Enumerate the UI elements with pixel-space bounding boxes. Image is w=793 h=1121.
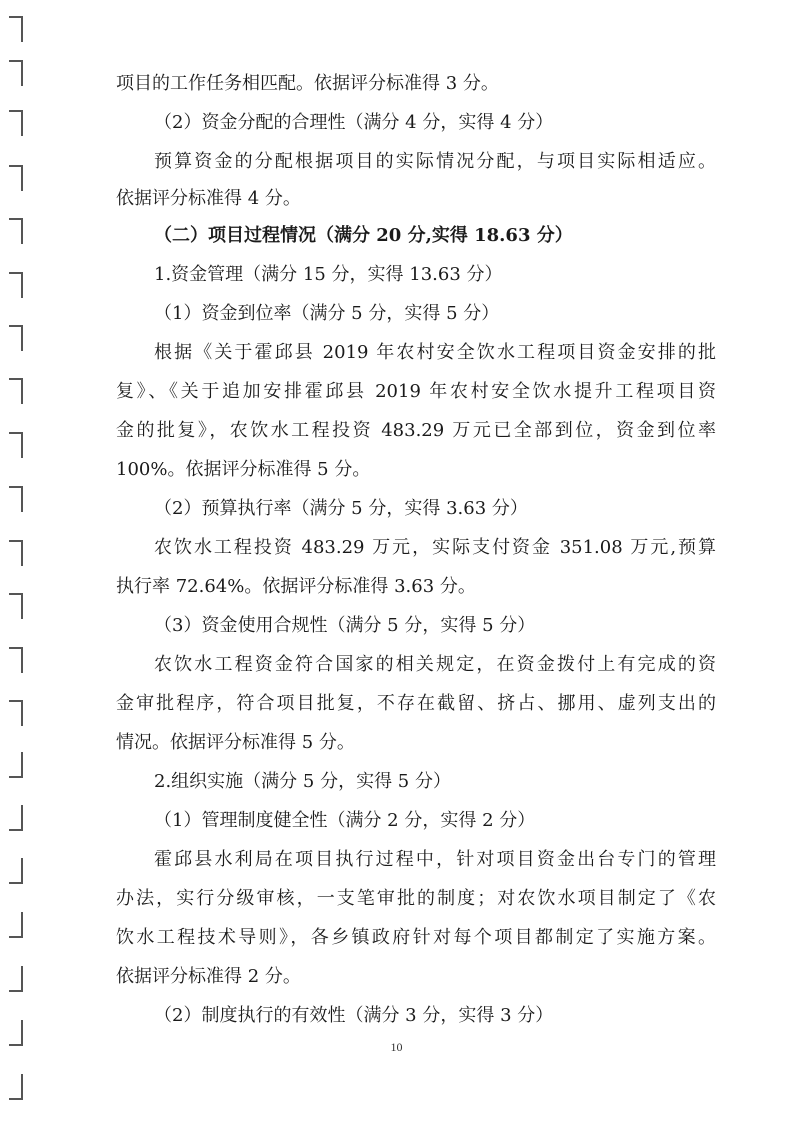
- subheading: 2.组织实施（满分 5 分，实得 5 分）: [154, 771, 451, 792]
- binding-mark: [9, 1074, 23, 1100]
- text-line: 饮水工程技术导则》，各乡镇政府针对每个项目都制定了实施方案。: [116, 927, 716, 948]
- subheading: （3）资金使用合规性（满分 5 分，实得 5 分）: [154, 615, 536, 636]
- subheading: （2）资金分配的合理性（满分 4 分，实得 4 分）: [154, 112, 554, 133]
- text-line: 办法，实行分级审核，一支笔审批的制度；对农饮水项目制定了《农: [116, 888, 716, 909]
- binding-mark: [9, 858, 23, 884]
- binding-mark: [9, 966, 23, 992]
- binding-margin: [0, 0, 40, 1121]
- binding-mark: [9, 752, 23, 778]
- text-line: 农饮水工程投资 483.29 万元，实际支付资金 351.08 万元,预算: [154, 537, 716, 558]
- binding-mark: [9, 432, 23, 458]
- text-line: 根据《关于霍邱县 2019 年农村安全饮水工程项目资金安排的批: [154, 342, 716, 363]
- text-line: 农饮水工程资金符合国家的相关规定，在资金拨付上有完成的资: [154, 654, 716, 675]
- text-line: 复》、《关于追加安排霍邱县 2019 年农村安全饮水提升工程项目资: [116, 381, 716, 402]
- text-line: 项目的工作任务相匹配。依据评分标准得 3 分。: [116, 73, 499, 94]
- binding-mark: [9, 540, 23, 566]
- subheading: 1.资金管理（满分 15 分，实得 13.63 分）: [154, 264, 503, 285]
- binding-mark: [9, 486, 23, 512]
- binding-mark: [9, 60, 23, 86]
- subheading: （1）管理制度健全性（满分 2 分，实得 2 分）: [154, 810, 536, 831]
- binding-mark: [9, 593, 23, 619]
- text-line: 依据评分标准得 2 分。: [116, 966, 301, 987]
- binding-mark: [9, 700, 23, 726]
- subheading: （2）制度执行的有效性（满分 3 分，实得 3 分）: [154, 1005, 554, 1026]
- text-line: 金审批程序，符合项目批复，不存在截留、挤占、挪用、虚列支出的: [116, 693, 716, 714]
- text-line: 依据评分标准得 4 分。: [116, 188, 301, 209]
- text-line: 预算资金的分配根据项目的实际情况分配，与项目实际相适应。: [154, 151, 716, 172]
- binding-mark: [9, 272, 23, 298]
- text-line: 霍邱县水利局在项目执行过程中，针对项目资金出台专门的管理: [154, 849, 716, 870]
- document-body: [116, 64, 716, 1035]
- text-line: 100%。依据评分标准得 5 分。: [116, 459, 371, 480]
- text-line: 情况。依据评分标准得 5 分。: [116, 732, 355, 753]
- binding-mark: [9, 378, 23, 404]
- page-number: 10: [390, 1040, 403, 1054]
- text-line: 金的批复》，农饮水工程投资 483.29 万元已全部到位，资金到位率: [116, 420, 716, 441]
- binding-mark: [9, 647, 23, 673]
- binding-mark: [9, 805, 23, 831]
- section-heading: （二）项目过程情况（满分 20 分,实得 18.63 分）: [154, 225, 573, 246]
- text-line: 执行率 72.64%。依据评分标准得 3.63 分。: [116, 576, 476, 597]
- binding-mark: [9, 912, 23, 938]
- binding-mark: [9, 325, 23, 351]
- binding-mark: [9, 16, 23, 42]
- binding-mark: [9, 110, 23, 136]
- subheading: （1）资金到位率（满分 5 分，实得 5 分）: [154, 303, 500, 324]
- binding-mark: [9, 218, 23, 244]
- subheading: （2）预算执行率（满分 5 分，实得 3.63 分）: [154, 498, 528, 519]
- binding-mark: [9, 165, 23, 191]
